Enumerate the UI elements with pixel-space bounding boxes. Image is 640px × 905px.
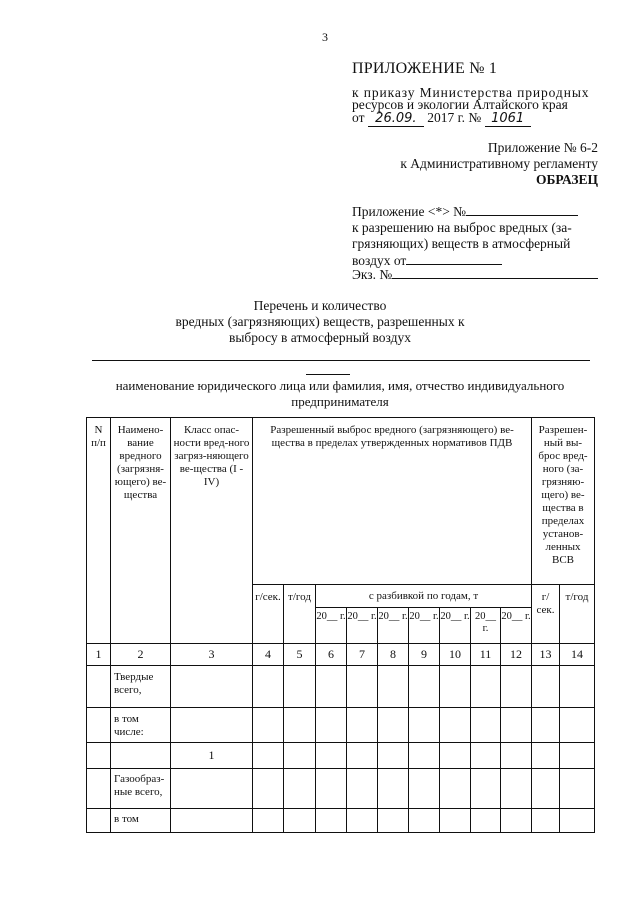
row-gas-label: Газообраз-ные всего, (111, 769, 171, 809)
permit-appendix-line-2: к разрешению на выброс вредных (за- (352, 220, 572, 235)
table-cell (347, 743, 378, 769)
table-cell (253, 769, 284, 809)
order-date-handwritten: 26.09. (368, 112, 424, 127)
column-number: 14 (560, 644, 595, 666)
table-cell (87, 666, 111, 708)
header-t-year: т/год (284, 585, 316, 644)
table-cell (253, 743, 284, 769)
header-g-sec-vsv: г/сек. (532, 585, 560, 644)
column-number: 4 (253, 644, 284, 666)
table-cell (378, 666, 409, 708)
header-t-year-vsv: т/год (560, 585, 595, 644)
entity-name-line (92, 360, 590, 361)
year-cell: 20__ г. (501, 608, 532, 644)
table-cell (532, 809, 560, 833)
table-cell (378, 809, 409, 833)
table-cell (532, 666, 560, 708)
table-cell (316, 769, 347, 809)
order-line-1: к приказу Министерства природных (352, 85, 590, 100)
sample-label: ОБРАЗЕЦ (536, 172, 598, 187)
table-cell (440, 809, 471, 833)
table-cell (471, 769, 501, 809)
table-cell (253, 708, 284, 743)
table-cell (471, 708, 501, 743)
table-cell (409, 708, 440, 743)
table-cell (409, 809, 440, 833)
table-cell (440, 666, 471, 708)
year-cell: 20__ г. (347, 608, 378, 644)
column-number: 6 (316, 644, 347, 666)
order-line-3: от 26.09. 2017 г. № 1061 (352, 111, 531, 127)
permit-appendix-line-1: Приложение <*> № (352, 203, 578, 219)
table-cell (378, 708, 409, 743)
header-g-sec: г/сек. (253, 585, 284, 644)
order-number-handwritten: 1061 (485, 112, 531, 127)
table-cell (409, 743, 440, 769)
table-cell (501, 666, 532, 708)
year-cell: 20__ г. (409, 608, 440, 644)
table-cell (171, 708, 253, 743)
header-by-years: с разбивкой по годам, т (316, 585, 532, 608)
regulation-appendix: Приложение № 6-2 (487, 140, 598, 155)
substances-table (86, 417, 595, 833)
permit-appendix-line-4: воздух от (352, 252, 502, 268)
table-cell (284, 666, 316, 708)
table-cell (171, 809, 253, 833)
column-number: 12 (501, 644, 532, 666)
table-cell (409, 769, 440, 809)
table-cell (87, 809, 111, 833)
table-cell (532, 743, 560, 769)
regulation-name: к Административному регламенту (400, 156, 598, 171)
table-cell (560, 666, 595, 708)
column-number: 8 (378, 644, 409, 666)
table-cell (87, 769, 111, 809)
header-substance-name: Наимено-вание вредного (загрязня-ющего) ве-щества (111, 418, 171, 644)
column-number: 13 (532, 644, 560, 666)
column-number: 7 (347, 644, 378, 666)
entity-caption-line-1: наименование юридического лица или фамилия, имя, отчество индивидуального (115, 378, 565, 393)
table-cell (316, 708, 347, 743)
row-including-label-2: в том (111, 809, 171, 833)
table-cell (87, 743, 111, 769)
appendix-title: ПРИЛОЖЕНИЕ № 1 (352, 60, 498, 77)
table-cell (440, 769, 471, 809)
title-line-2: вредных (загрязняющих) веществ, разрешенных к (175, 314, 465, 329)
year-cell: 20__ г. (440, 608, 471, 644)
table-cell (347, 666, 378, 708)
column-number: 3 (171, 644, 253, 666)
table-cell (347, 769, 378, 809)
permit-appendix-line-3: грязняющих) веществ в атмосферный (352, 236, 571, 251)
table-cell (560, 743, 595, 769)
table-cell (560, 708, 595, 743)
table-cell (378, 769, 409, 809)
column-number: 1 (87, 644, 111, 666)
table-cell (111, 743, 171, 769)
table-cell (253, 666, 284, 708)
table-cell (316, 666, 347, 708)
header-hazard-class: Класс опас-ности вред-ного загряз-няющего ве-щества (I - IV) (171, 418, 253, 644)
table-cell (560, 769, 595, 809)
column-number: 9 (409, 644, 440, 666)
table-cell (171, 666, 253, 708)
row-including-label: в том числе: (111, 708, 171, 743)
order-line-2: ресурсов и экологии Алтайского края (352, 97, 568, 112)
table-cell (284, 809, 316, 833)
table-cell (284, 743, 316, 769)
title-line-1: Перечень и количество (253, 298, 387, 313)
table-cell (440, 708, 471, 743)
short-rule (306, 374, 350, 375)
table-cell (378, 743, 409, 769)
table-cell (532, 708, 560, 743)
table-cell (501, 809, 532, 833)
table-cell (471, 666, 501, 708)
table-cell (560, 809, 595, 833)
table-cell (501, 769, 532, 809)
header-allowed-vsv: Разрешен-ный вы-брос вред-ного (за-грязняю-щего) ве-щества в пределах установ-ленных ВСВ (532, 418, 595, 585)
table-cell (532, 769, 560, 809)
year-cell: 20__ г. (471, 608, 501, 644)
table-cell (501, 743, 532, 769)
column-number: 2 (111, 644, 171, 666)
row-class-value: 1 (171, 743, 253, 769)
table-cell (347, 809, 378, 833)
permit-appendix-line-5: Экз. № (352, 266, 598, 282)
year-cell: 20__ г. (378, 608, 409, 644)
table-cell (171, 769, 253, 809)
header-allowed-pdv: Разрешенный выброс вредного (загрязняющего) ве-щества в пределах утвержденных нормативов ПДВ (253, 418, 532, 585)
column-number: 10 (440, 644, 471, 666)
page-number: 3 (322, 30, 328, 44)
table-cell (316, 809, 347, 833)
table-cell (284, 769, 316, 809)
table-cell (409, 666, 440, 708)
entity-caption-line-2: предпринимателя (291, 394, 389, 409)
table-cell (253, 809, 284, 833)
table-cell (501, 708, 532, 743)
table-cell (347, 708, 378, 743)
table-cell (440, 743, 471, 769)
table-cell (471, 809, 501, 833)
table-cell (284, 708, 316, 743)
title-line-3: выбросу в атмосферный воздух (228, 330, 412, 345)
row-solid-label: Твердые всего, (111, 666, 171, 708)
table-cell (471, 743, 501, 769)
header-number: N п/п (87, 418, 111, 644)
column-number: 11 (471, 644, 501, 666)
table-cell (87, 708, 111, 743)
table-cell (316, 743, 347, 769)
column-number: 5 (284, 644, 316, 666)
year-cell: 20__ г. (316, 608, 347, 644)
